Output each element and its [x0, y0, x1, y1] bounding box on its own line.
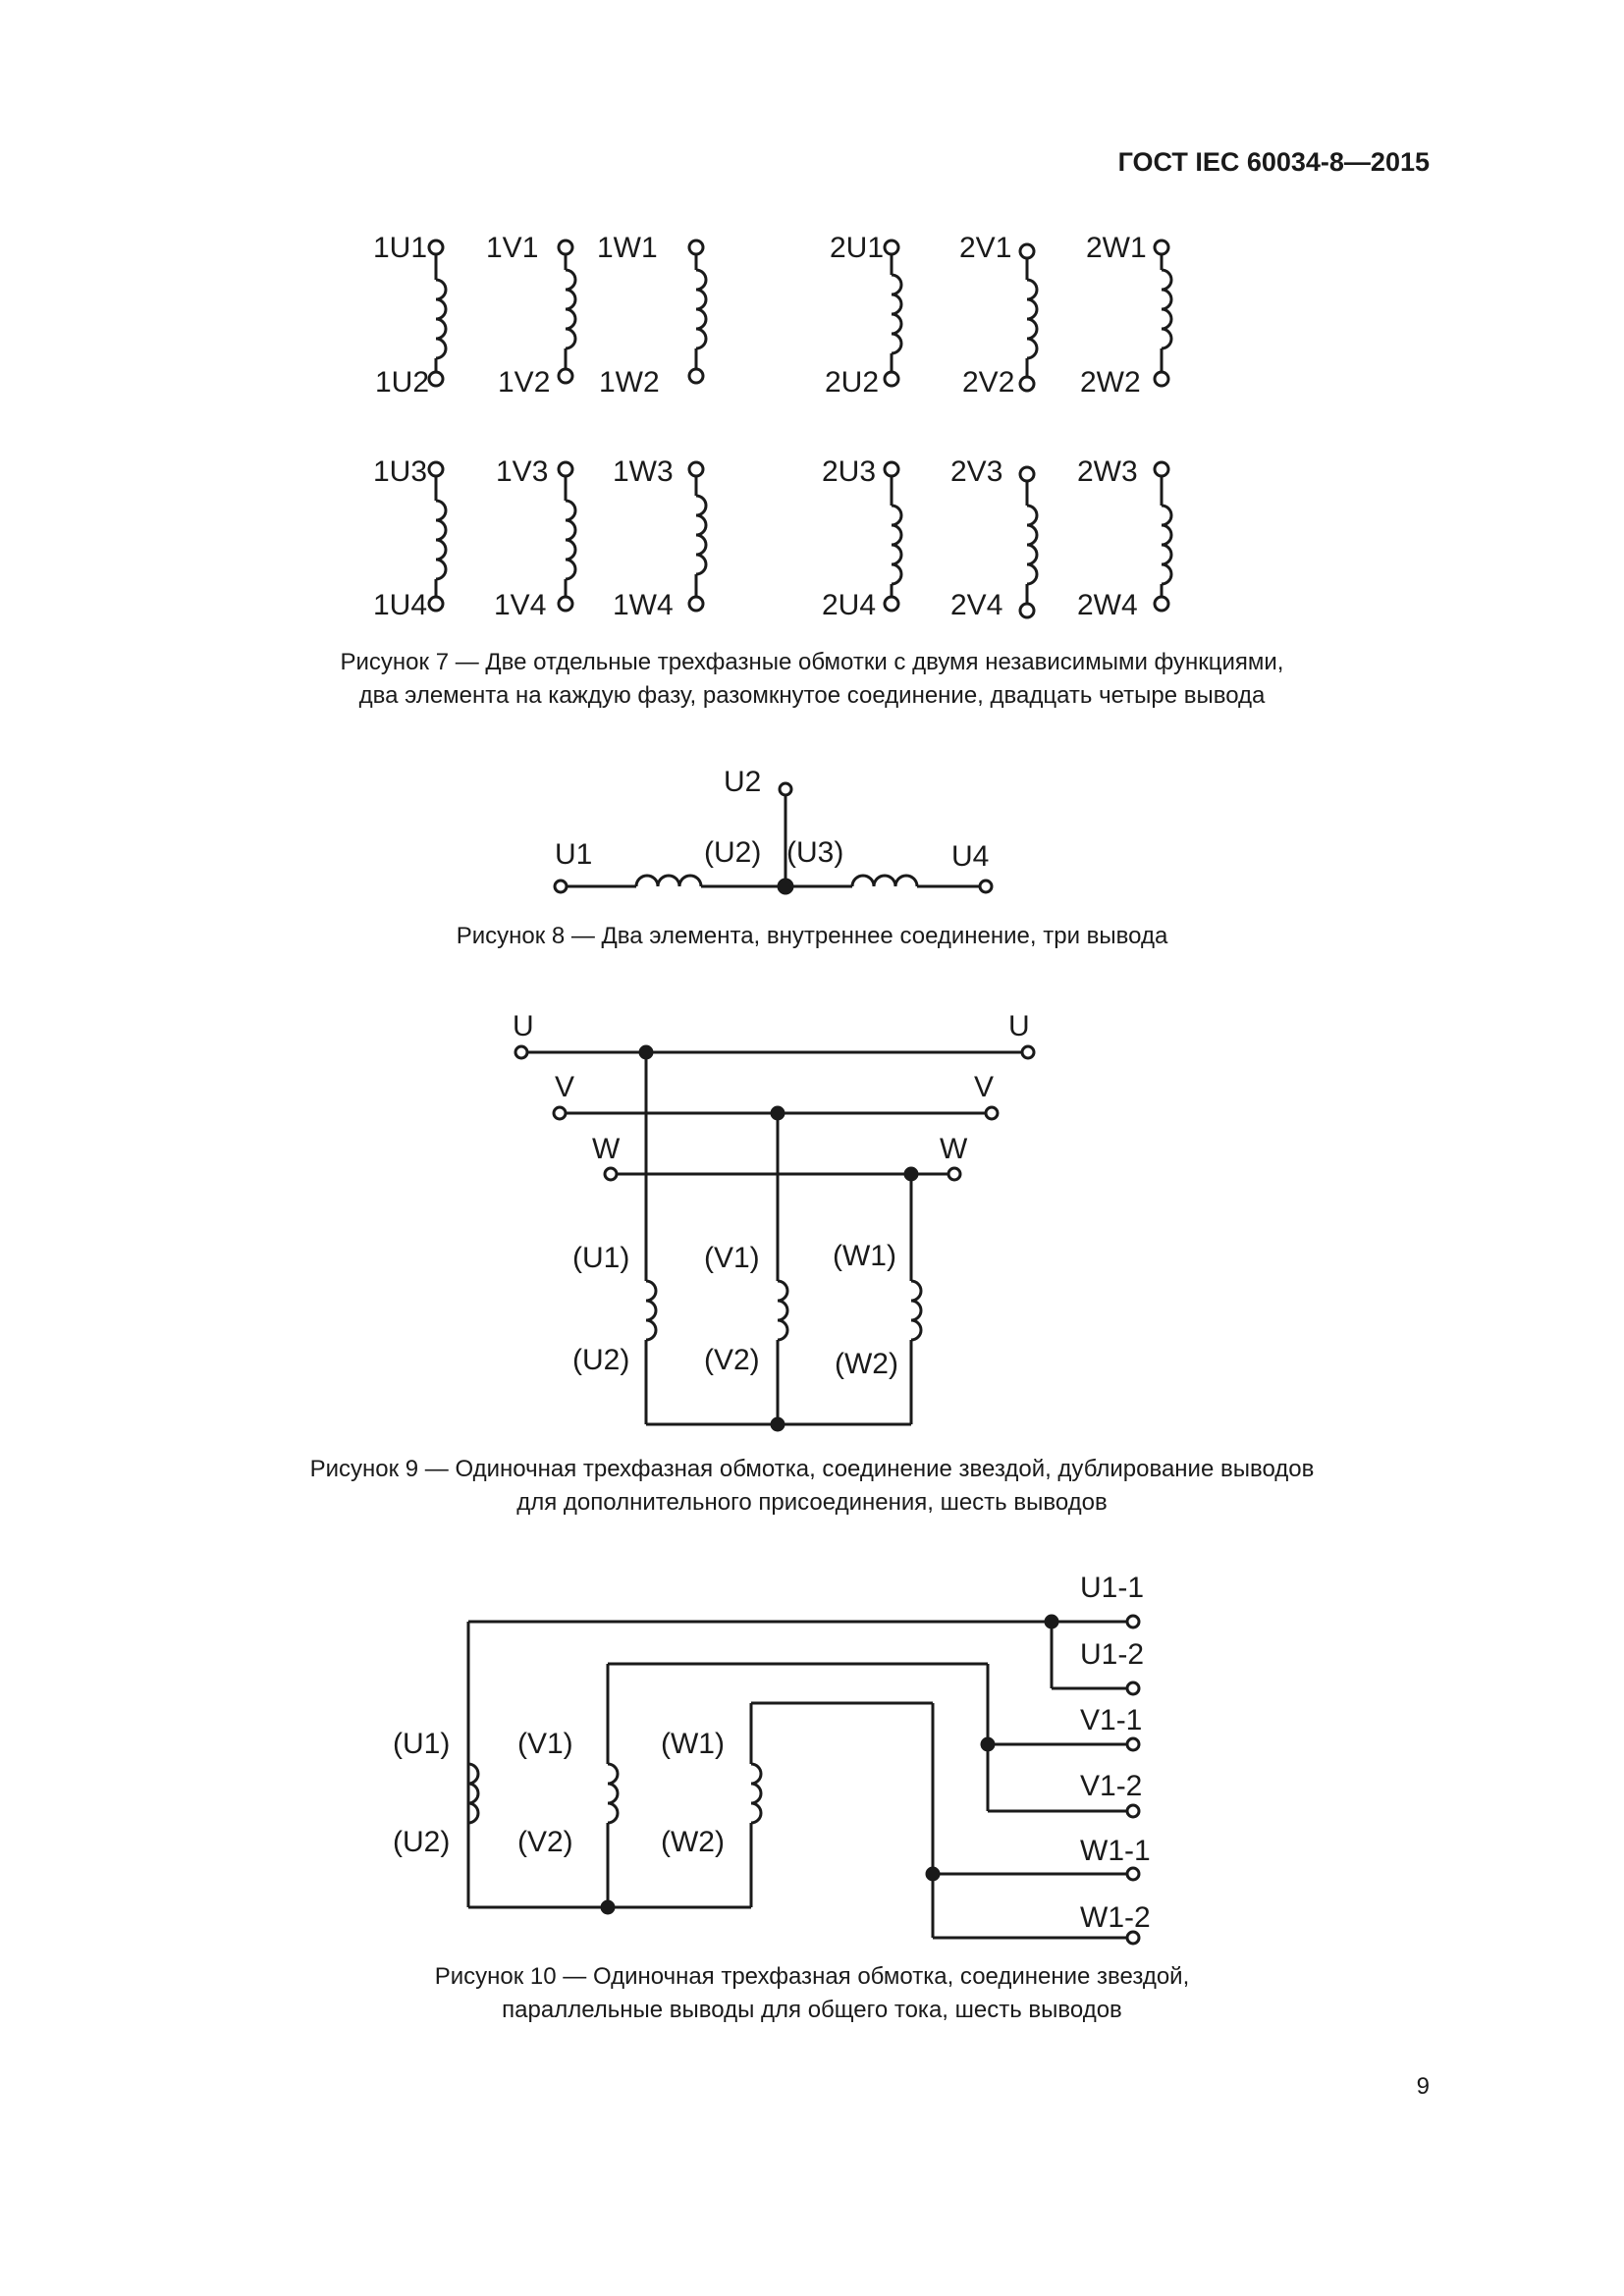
label-2w1: 2W1 [1086, 232, 1147, 264]
label-2u1: 2U1 [830, 232, 885, 264]
label-1v2: 1V2 [498, 366, 551, 399]
figure-7-caption [0, 646, 1624, 713]
label-u2-internal: (U2) [704, 836, 762, 869]
figure-9-caption [0, 1453, 1624, 1520]
winding-2u3-2u4 [885, 462, 901, 611]
label-v1-1: V1-1 [1080, 1704, 1143, 1736]
label-1w2: 1W2 [599, 366, 660, 399]
label-v-left: V [555, 1071, 575, 1103]
figure-8-diagram [0, 756, 1624, 933]
label-v2: (V2) [704, 1344, 760, 1376]
label-u2: (U2) [393, 1826, 451, 1858]
label-1w4: 1W4 [613, 589, 674, 621]
label-u2: U2 [724, 766, 762, 798]
label-w1-1: W1-1 [1080, 1835, 1151, 1867]
label-2u2: 2U2 [825, 366, 880, 399]
label-u3-internal: (U3) [786, 836, 844, 869]
label-1u1: 1U1 [373, 232, 428, 264]
label-u-left: U [513, 1010, 534, 1042]
winding-2u1-2u2 [885, 240, 901, 386]
label-w1: (W1) [833, 1240, 896, 1272]
label-u1: (U1) [393, 1728, 451, 1760]
label-1v3: 1V3 [496, 455, 549, 488]
label-1u3: 1U3 [373, 455, 428, 488]
winding-2w3-2w4 [1155, 462, 1171, 611]
winding-2v3-2v4 [1020, 467, 1037, 617]
label-2u4: 2U4 [822, 589, 877, 621]
winding-1v3-1v4 [559, 462, 575, 611]
label-2v4: 2V4 [950, 589, 1003, 621]
winding-2v1-2v2 [1020, 244, 1037, 391]
figure-10-caption-line-2: параллельные выводы для общего тока, шесть выводов [502, 1997, 1122, 2023]
label-2w3: 2W3 [1077, 455, 1138, 488]
figure-8-caption: Рисунок 8 — Два элемента, внутреннее соединение, три вывода [456, 923, 1168, 949]
label-2v1: 2V1 [959, 232, 1012, 264]
winding-1u3-1u4 [429, 462, 446, 611]
figure-10-caption-line-1: Рисунок 10 — Одиночная трехфазная обмотка, соединение звездой, [434, 1963, 1190, 1990]
label-w-left: W [592, 1133, 621, 1165]
figure-9-caption-line-2: для дополнительного присоединения, шесть выводов [516, 1489, 1108, 1516]
winding-1w3-1w4 [689, 462, 706, 611]
label-w2: (W2) [661, 1826, 725, 1858]
label-u4: U4 [951, 840, 990, 873]
label-2u3: 2U3 [822, 455, 877, 488]
label-w1: (W1) [661, 1728, 725, 1760]
label-v2: (V2) [517, 1826, 573, 1858]
label-w1-2: W1-2 [1080, 1901, 1151, 1934]
figure-9-caption-line-1: Рисунок 9 — Одиночная трехфазная обмотка, соединение звездой, дублирование выводов [309, 1456, 1315, 1482]
label-1v4: 1V4 [494, 589, 547, 621]
figure-7-windings [429, 240, 1171, 617]
label-v-right: V [974, 1071, 995, 1103]
winding-1v1-1v2 [559, 240, 575, 383]
figure-10-caption [0, 1960, 1624, 2027]
label-1w3: 1W3 [613, 455, 674, 488]
document-header: ГОСТ IEC 60034-8—2015 [1117, 147, 1430, 177]
label-u1: U1 [555, 838, 593, 871]
label-u-right: U [1008, 1010, 1030, 1042]
figure-7-caption-line-2: два элемента на каждую фазу, разомкнутое соединение, двадцать четыре вывода [358, 682, 1266, 709]
label-u1-1: U1-1 [1080, 1572, 1145, 1604]
winding-2w1-2w2 [1155, 240, 1171, 386]
label-v1-2: V1-2 [1080, 1770, 1143, 1802]
winding-1u1-1u2 [429, 240, 446, 386]
figure-9-diagram [0, 1001, 1624, 1433]
label-1u2: 1U2 [375, 366, 430, 399]
label-2v2: 2V2 [962, 366, 1015, 399]
figure-8-circuit [555, 783, 992, 893]
label-v1: (V1) [704, 1242, 760, 1274]
label-w-right: W [940, 1133, 968, 1165]
winding-1w1-1w2 [689, 240, 706, 383]
figure-10-circuit [468, 1616, 1139, 1944]
label-w2: (W2) [835, 1348, 898, 1380]
figure-7-diagram [0, 0, 1624, 648]
figure-7-caption-line-1: Рисунок 7 — Две отдельные трехфазные обмотки с двумя независимыми функциями, [340, 649, 1284, 675]
label-1w1: 1W1 [597, 232, 658, 264]
figure-10-diagram [0, 1561, 1624, 1934]
label-u1-2: U1-2 [1080, 1638, 1145, 1671]
label-2v3: 2V3 [950, 455, 1003, 488]
label-v1: (V1) [517, 1728, 573, 1760]
label-u1: (U1) [572, 1242, 630, 1274]
label-u2: (U2) [572, 1344, 630, 1376]
label-1u4: 1U4 [373, 589, 428, 621]
label-1v1: 1V1 [486, 232, 539, 264]
label-2w4: 2W4 [1077, 589, 1138, 621]
page-number: 9 [1416, 2073, 1430, 2100]
label-2w2: 2W2 [1080, 366, 1141, 399]
